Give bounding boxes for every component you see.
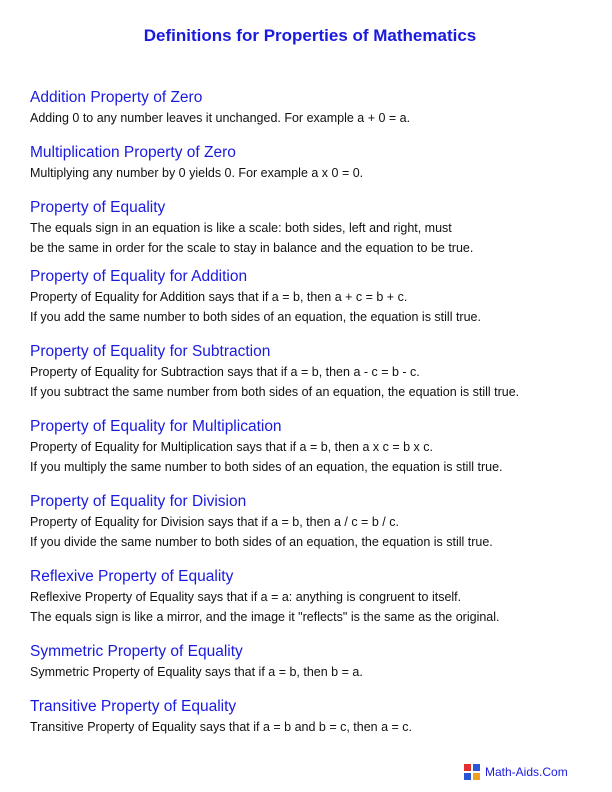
logo-cell — [464, 773, 471, 780]
definition-text: The equals sign is like a mirror, and the image it "reflects" is the same as the original. — [30, 610, 500, 624]
section-heading: Property of Equality — [30, 199, 166, 216]
definition-text: Reflexive Property of Equality says that if a = a: anything is congruent to itself. — [30, 590, 462, 604]
definition-text: Property of Equality for Multiplication says that if a = b, then a x c = b x c. — [30, 440, 433, 454]
definition-text: Multiplying any number by 0 yields 0. For example a x 0 = 0. — [30, 166, 364, 180]
definition-section — [30, 342, 600, 402]
definition-section — [30, 198, 600, 258]
section-heading: Property of Equality for Subtraction — [30, 343, 271, 360]
section-heading: Multiplication Property of Zero — [30, 144, 236, 161]
definition-section — [30, 567, 600, 627]
definition-text: Property of Equality for Addition says that if a = b, then a + c = b + c. — [30, 290, 408, 304]
definition-section — [30, 88, 600, 128]
logo-grid-icon — [464, 764, 480, 780]
site-logo[interactable] — [464, 764, 568, 780]
definition-section — [30, 417, 600, 477]
section-heading: Transitive Property of Equality — [30, 698, 237, 715]
definition-text: The equals sign in an equation is like a scale: both sides, left and right, must — [30, 221, 452, 235]
definition-text: If you divide the same number to both sides of an equation, the equation is still true. — [30, 535, 493, 549]
definition-text: be the same in order for the scale to stay in balance and the equation to be true. — [30, 241, 474, 255]
section-heading: Symmetric Property of Equality — [30, 643, 243, 660]
definition-section — [30, 267, 600, 327]
section-heading: Property of Equality for Multiplication — [30, 418, 282, 435]
section-heading: Property of Equality for Division — [30, 493, 247, 510]
definition-section — [30, 697, 600, 737]
section-heading: Reflexive Property of Equality — [30, 568, 234, 585]
definition-text: If you add the same number to both sides of an equation, the equation is still true. — [30, 310, 481, 324]
definition-text: If you subtract the same number from both sides of an equation, the equation is still true. — [30, 385, 520, 399]
definition-text: Property of Equality for Division says that if a = b, then a / c = b / c. — [30, 515, 399, 529]
section-heading: Addition Property of Zero — [30, 89, 203, 106]
definition-section — [30, 642, 600, 682]
logo-cell — [473, 773, 480, 780]
definition-text: Symmetric Property of Equality says that if a = b, then b = a. — [30, 665, 363, 679]
definition-text: Property of Equality for Subtraction says that if a = b, then a - c = b - c. — [30, 365, 420, 379]
definition-section — [30, 143, 600, 183]
logo-cell — [464, 764, 471, 771]
section-heading: Property of Equality for Addition — [30, 268, 248, 285]
definition-section — [30, 492, 600, 552]
definition-text: Adding 0 to any number leaves it unchanged. For example a + 0 = a. — [30, 111, 411, 125]
page-title: Definitions for Properties of Mathematics — [143, 26, 477, 45]
definition-text: If you multiply the same number to both sides of an equation, the equation is still true. — [30, 460, 503, 474]
definition-text: Transitive Property of Equality says that if a = b and b = c, then a = c. — [30, 720, 413, 734]
logo-cell — [473, 764, 480, 771]
footer-site-name[interactable]: Math-Aids.Com — [485, 765, 568, 779]
